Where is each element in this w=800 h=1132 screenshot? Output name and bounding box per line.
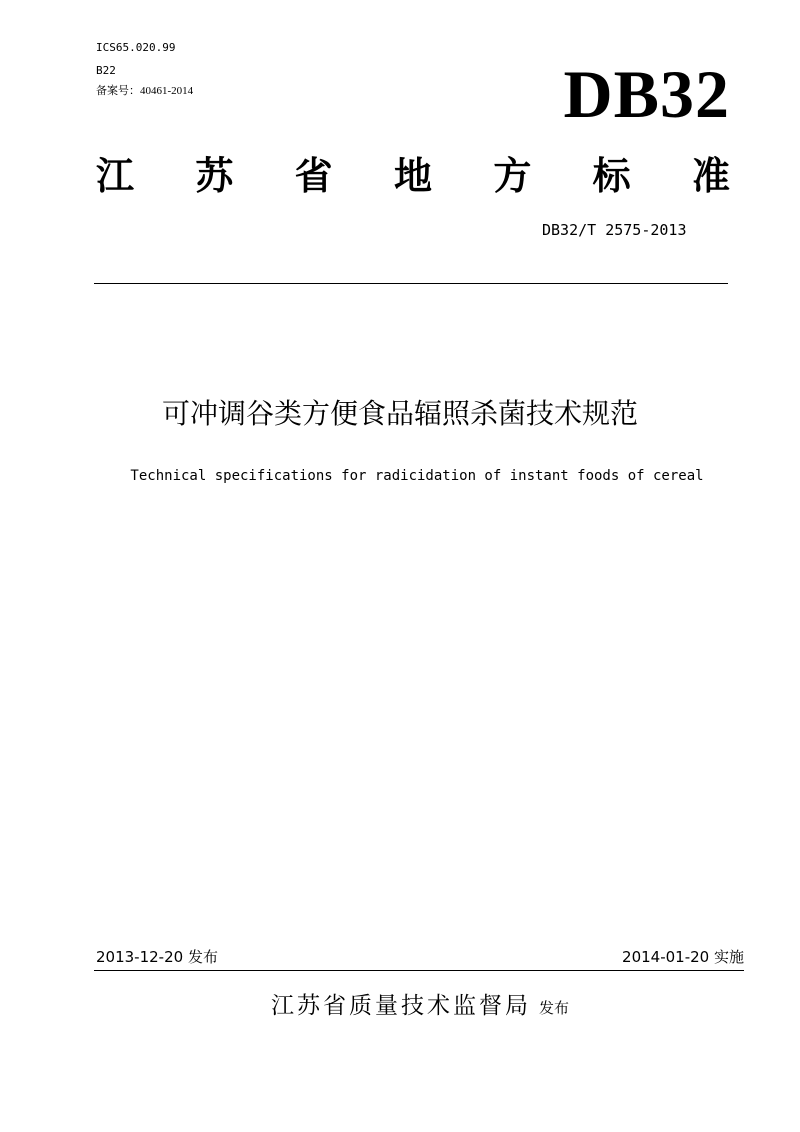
standard-category (96, 146, 730, 198)
top-divider (94, 283, 728, 284)
category-char: 地 (393, 153, 432, 198)
document-title: 可冲调谷类方便食品辐照杀菌技术规范 (161, 397, 638, 430)
filing-number: 40461-2014 (140, 85, 194, 97)
category-char: 省 (294, 153, 333, 198)
bottom-divider (94, 970, 744, 971)
publisher-line (0, 990, 800, 1024)
publisher-name: 江苏省质量技术监督局 (270, 993, 531, 1019)
publisher-suffix: 发布 (538, 999, 569, 1017)
document-title-english: Technical specifications for radicidation of instant foods of cereal (130, 468, 704, 484)
issue-date: 2013-12-20 发布 (96, 948, 218, 966)
standard-logo: DB32 (563, 56, 730, 132)
category-char: 标 (592, 153, 631, 198)
category-char: 江 (96, 153, 135, 198)
filing-label: 备案号： (96, 84, 140, 97)
ics-code: ICS65.020.99 (96, 41, 176, 54)
category-char: 准 (691, 153, 730, 198)
standard-code: DB32/T 2575-2013 (542, 221, 687, 239)
filing-number-line (96, 84, 193, 98)
implementation-date: 2014-01-20 实施 (622, 948, 744, 966)
ccs-code: B22 (96, 64, 116, 77)
category-char: 苏 (195, 153, 234, 198)
category-char: 方 (493, 153, 532, 198)
